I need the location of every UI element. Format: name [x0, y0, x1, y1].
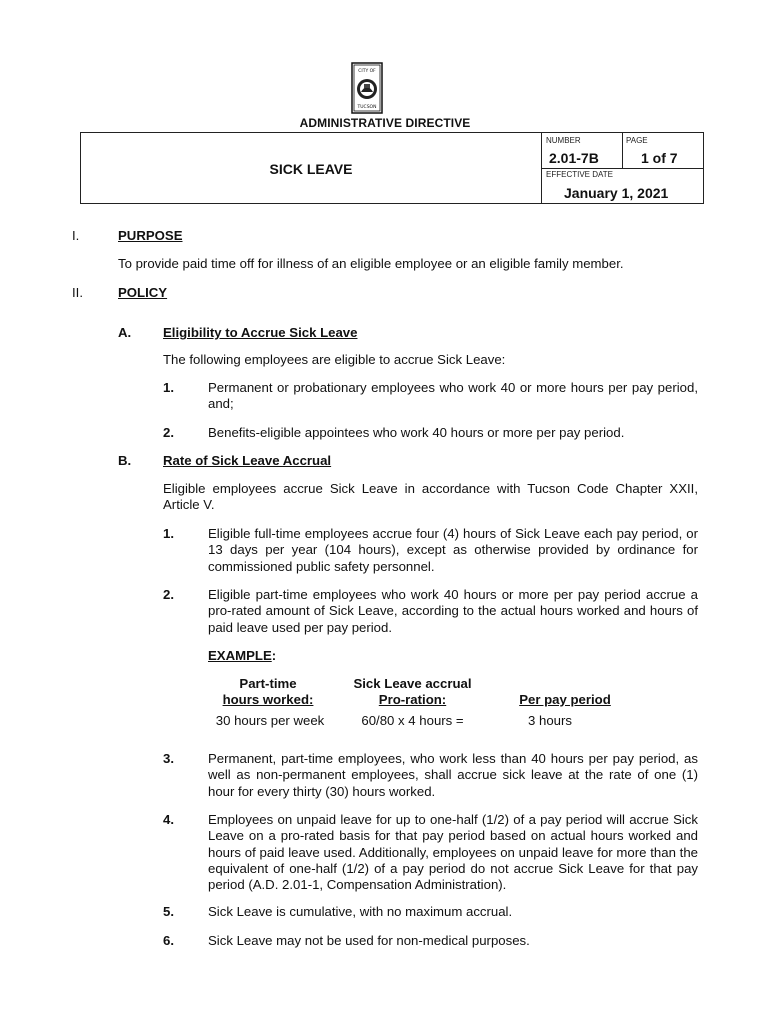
list-item: Eligible full-time employees accrue four (4) hours of Sick Leave each pay period, or 13 days per year (104 hours), except as otherwise provided by ordinance for commissioned public safety personnel.: [208, 526, 698, 574]
example-cell: 60/80 x 4 hours =: [361, 713, 464, 728]
page-label: PAGE: [626, 136, 648, 145]
list-item: Sick Leave is cumulative, with no maximum accrual.: [208, 904, 513, 919]
paragraph: The following employees are eligible to accrue Sick Leave:: [163, 352, 506, 367]
list-number: 1.: [163, 526, 174, 541]
list-item: Sick Leave may not be used for non-medical purposes.: [208, 933, 530, 948]
svg-text:CITY OF: CITY OF: [358, 69, 376, 74]
paragraph: Eligible employees accrue Sick Leave in accordance with Tucson Code Chapter XXII, Article V.: [163, 481, 698, 513]
subsection-letter: B.: [118, 453, 132, 468]
example-heading: [208, 648, 276, 664]
effective-date: January 1, 2021: [564, 185, 669, 201]
example-label: EXAMPLE: [208, 648, 272, 663]
divider: [541, 168, 703, 169]
section-number: II.: [72, 285, 83, 300]
example-col-header: Pro-ration:: [378, 692, 447, 707]
list-number: 5.: [163, 904, 174, 919]
list-number: 1.: [163, 380, 174, 395]
section-number: I.: [72, 228, 80, 243]
subsection-heading: Eligibility to Accrue Sick Leave: [163, 325, 358, 340]
list-item: Employees on unpaid leave for up to one-half (1/2) of a pay period will accrue Sick Leave on a pro-rated basis for that pay period based on actual hours worked and hours of paid leave used. Additionally, employees on unpaid leave for more than the equivalent of one-half (1/2) of a pay period do not accrue Sick Leave for that pay period (A.D. 2.01-1, Compensation Administration).: [208, 812, 698, 893]
example-col-header: hours worked:: [222, 692, 314, 707]
svg-text:TUCSON: TUCSON: [357, 105, 377, 110]
example-colon: :: [271, 648, 277, 663]
list-item: Permanent or probationary employees who work 40 or more hours per pay period, and;: [208, 380, 698, 412]
subsection-letter: A.: [118, 325, 132, 340]
example-col-header: Part-time: [239, 676, 297, 691]
example-col-header: Sick Leave accrual: [353, 676, 472, 691]
effective-date-label: EFFECTIVE DATE: [546, 170, 613, 179]
example-cell: 3 hours: [528, 713, 572, 728]
section-heading: PURPOSE: [118, 228, 183, 243]
subject-title: SICK LEAVE: [269, 161, 353, 177]
directive-title: ADMINISTRATIVE DIRECTIVE: [299, 116, 471, 130]
city-seal-logo: [351, 62, 383, 114]
list-number: 2.: [163, 587, 174, 602]
subsection-heading: Rate of Sick Leave Accrual: [163, 453, 332, 468]
divider: [622, 133, 623, 168]
list-number: 4.: [163, 812, 174, 827]
list-number: 3.: [163, 751, 174, 766]
list-item: Benefits-eligible appointees who work 40 hours or more per pay period.: [208, 425, 625, 440]
list-item: Eligible part-time employees who work 40 hours or more per pay period accrue a pro-rated amount of Sick Leave, according to the actual hours worked and hours of paid leave used per pay period.: [208, 587, 698, 635]
example-cell: 30 hours per week: [215, 713, 325, 728]
header-box: [80, 132, 704, 204]
purpose-text: To provide paid time off for illness of an eligible employee or an eligible family member.: [118, 256, 624, 271]
page-number: 1 of 7: [641, 150, 678, 166]
number-label: NUMBER: [546, 136, 581, 145]
example-col-header: Per pay period: [519, 692, 611, 707]
directive-number: 2.01-7B: [549, 150, 599, 166]
list-item: Permanent, part-time employees, who work less than 40 hours per pay period, as well as non-permanent employees, shall accrue sick leave at the rate of one (1) hour for every thirty (30) hours worked.: [208, 751, 698, 799]
section-heading: POLICY: [118, 285, 168, 300]
list-number: 2.: [163, 425, 174, 440]
list-number: 6.: [163, 933, 174, 948]
